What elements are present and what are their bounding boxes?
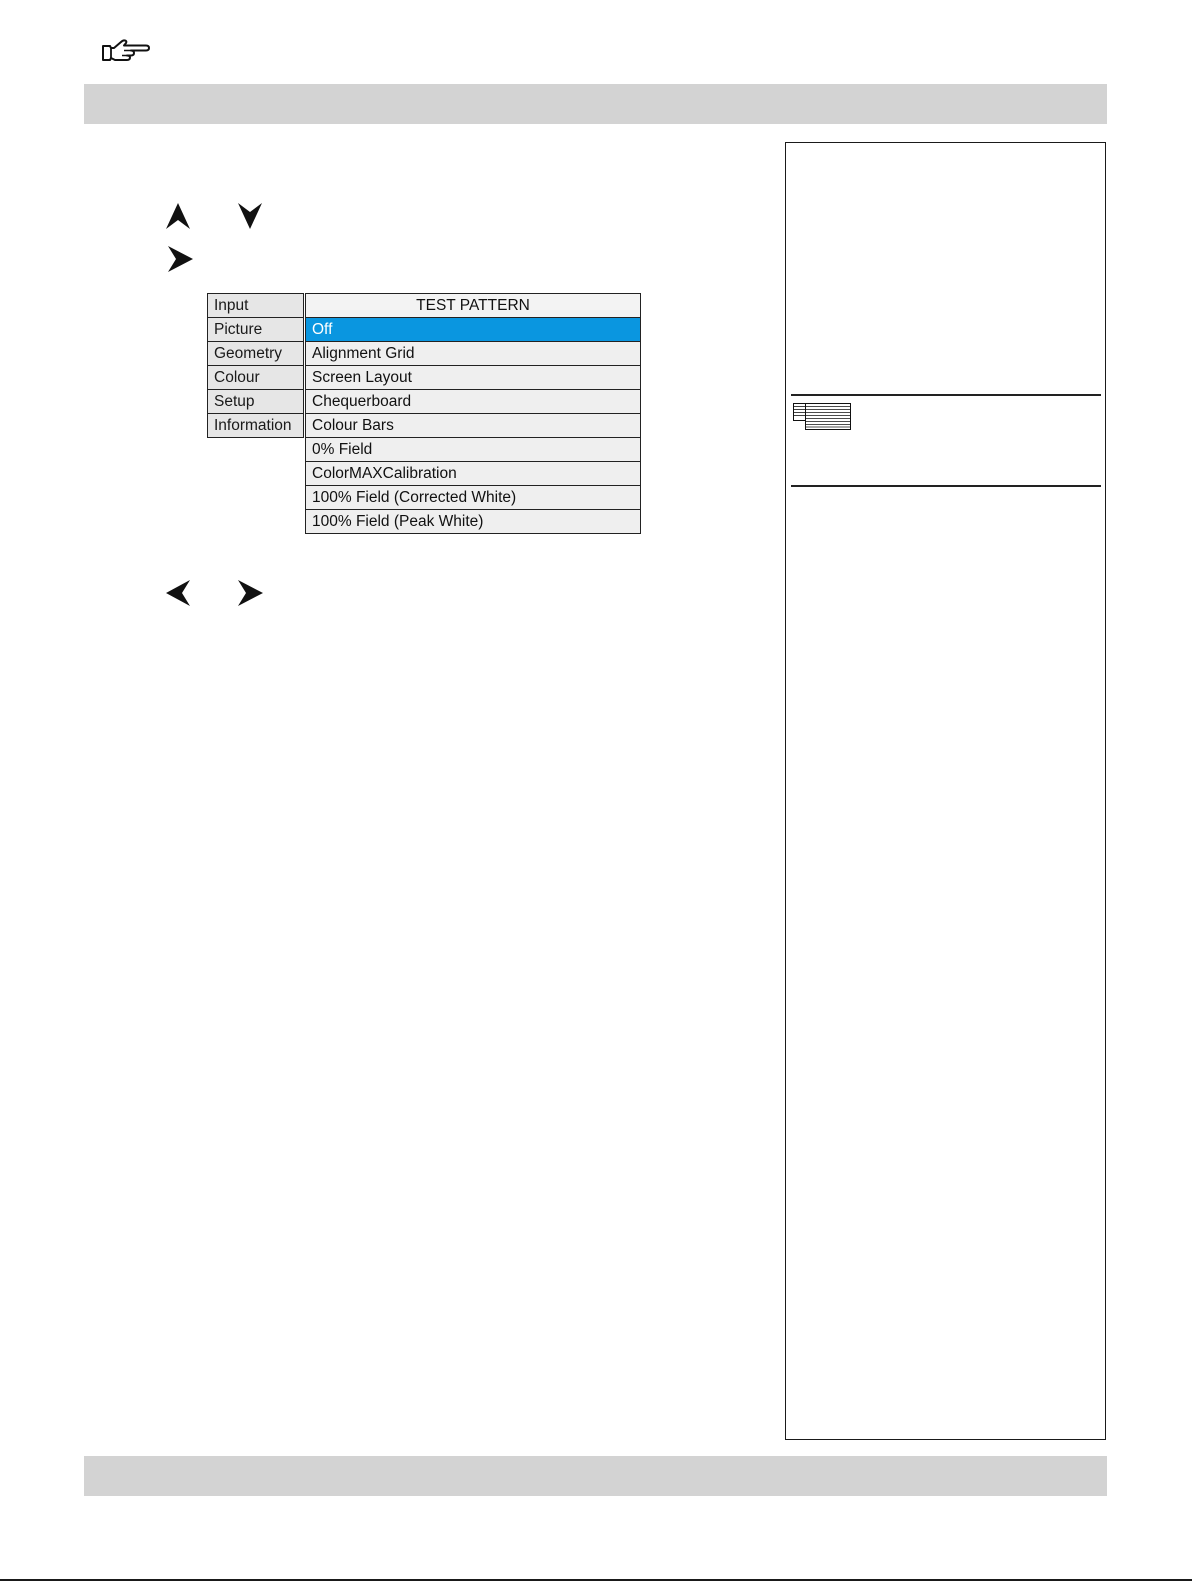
arrow-left-icon <box>165 579 191 607</box>
menu-category-input[interactable]: Input <box>208 294 303 318</box>
menu-thumbnail-icon <box>793 403 853 431</box>
menu-category-colour[interactable]: Colour <box>208 366 303 390</box>
side-panel <box>785 142 1106 1440</box>
pointing-hand-icon <box>100 38 152 66</box>
menu-category-setup[interactable]: Setup <box>208 390 303 414</box>
page-bottom-rule <box>0 1579 1192 1581</box>
pattern-option-alignment-grid[interactable]: Alignment Grid <box>306 342 640 366</box>
menu-category-information[interactable]: Information <box>208 414 303 437</box>
pattern-option-off[interactable]: Off <box>306 318 640 342</box>
pattern-option-screen-layout[interactable]: Screen Layout <box>306 366 640 390</box>
arrow-down-icon <box>237 202 263 230</box>
arrow-right-icon <box>237 579 263 607</box>
pattern-option-chequerboard[interactable]: Chequerboard <box>306 390 640 414</box>
test-pattern-menu <box>305 293 641 534</box>
arrow-right-icon <box>167 245 193 273</box>
header-band <box>84 84 1107 124</box>
test-pattern-title: TEST PATTERN <box>306 294 640 318</box>
pattern-option-100-field-corrected[interactable]: 100% Field (Corrected White) <box>306 486 640 510</box>
menu-category-geometry[interactable]: Geometry <box>208 342 303 366</box>
pattern-option-100-field-peak[interactable]: 100% Field (Peak White) <box>306 510 640 533</box>
pattern-option-colour-bars[interactable]: Colour Bars <box>306 414 640 438</box>
pattern-option-0-field[interactable]: 0% Field <box>306 438 640 462</box>
menu-category-picture[interactable]: Picture <box>208 318 303 342</box>
pattern-option-colormax-calibration[interactable]: ColorMAXCalibration <box>306 462 640 486</box>
arrow-up-icon <box>165 202 191 230</box>
panel-divider <box>791 485 1101 487</box>
osd-category-menu <box>207 293 304 438</box>
footer-band <box>84 1456 1107 1496</box>
panel-divider <box>791 394 1101 396</box>
